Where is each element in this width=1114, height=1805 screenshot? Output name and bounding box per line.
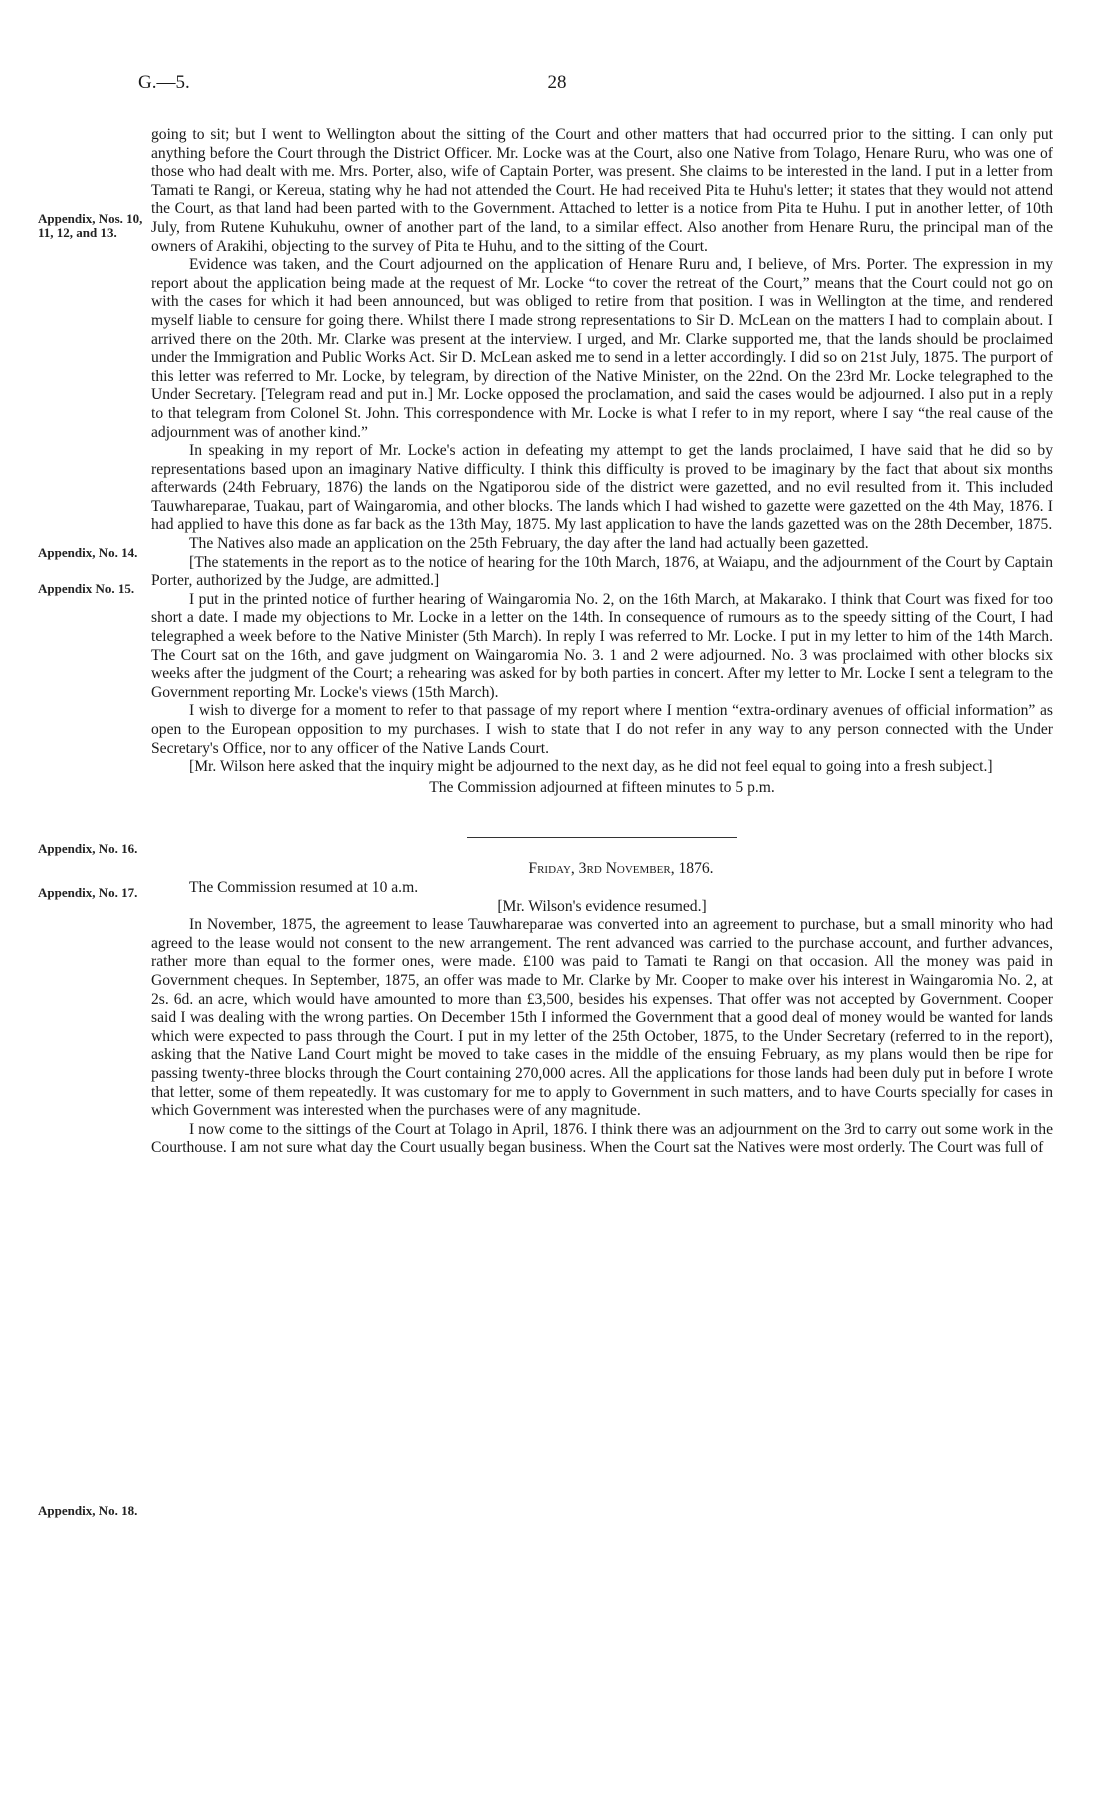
paragraph: The Natives also made an application on the 25th February, the day after the land had actually been gazetted. [189, 535, 869, 553]
commission-resumed: The Commission resumed at 10 a.m. [189, 878, 419, 896]
section-divider [467, 837, 737, 838]
margin-note: Appendix, No. 16. [38, 841, 138, 856]
paragraph: I wish to diverge for a moment to refer to that passage of my report where I mention “extra-ordinary avenues of official information” as open to the European opposition to my purchases. I wish to state that I do not refer in any way to any person connected with the Under Secretary's Office, nor to any officer of the Native Lands Court. [151, 702, 1053, 757]
paragraph: going to sit; but I went to Wellington about the sitting of the Court and other matters that had occurred prior to the sitting. I can only put anything before the Court through the District Officer. Mr. Locke was at the Court, also one Native from Tolago, Henare Ruru, who was one of those who had dealt with me. Mrs. Porter, also, wife of Captain Porter, was present. She claims to be interested in the land. I put in a letter from Tamati te Rangi, or Kereua, stating why he had not attended the Court. He had received Pita te Huhu's letter; it states that they would not attend the Court, as that land had been parted with to the Government. Attached to letter is a notice from Pita te Huhu. I put in another letter, of 10th July, from Rutene Kuhukuhu, owner of another part of the land, to a similar effect. Also another from Henare Ruru, the principal man of the owners of Arakihi, objecting to the survey of Pita te Huhu, and to the sitting of the Court. [151, 126, 1053, 255]
paragraph: In November, 1875, the agreement to lease Tauwhareparae was converted into an agreement to purchase, but a small minority who had agreed to the lease would not consent to the new arrangement. The rent advanced was carried to the purchase account, and further advances, rather more than equal to the former ones, were made. £100 was paid to Tamati te Rangi on that occasion. All the money was paid in Government cheques. In September, 1875, an offer was made to Mr. Clarke by Mr. Cooper to make over his interest in Waingaromia No. 2, at 2s. 6d. an acre, which would have amounted to more than £3,500, besides his expenses. That offer was not accepted by Government. Cooper said I was dealing with the wrong parties. On December 15th I informed the Government that a good deal of money would be wanted for lands which were expected to pass through the Court. I put in my letter of the 25th October, 1875, to the Under Secretary (referred to in the report), asking that the Native Land Court might be moved to take cases in the middle of the ensuing February, as my plans would then be ripe for passing twenty-three blocks through the Court containing 270,000 acres. All the applications for those lands had been duly put in before I wrote that letter, some of them repeatedly. It was customary for me to apply to Government in such matters, and to have Courts specially for cases in which Government was interested when the purchases were of any magnitude. [151, 916, 1053, 1120]
paragraph: [The statements in the report as to the notice of hearing for the 10th March, 1876, at Waiapu, and the adjournment of the Court by Captain Porter, authorized by the Judge, are admitted.] [151, 553, 1053, 590]
adjournment-note: The Commission adjourned at fifteen minutes to 5 p.m. [429, 778, 775, 796]
date-heading: Friday, 3rd November, 1876. [528, 860, 714, 878]
page-number: 28 [547, 72, 567, 93]
paragraph: In speaking in my report of Mr. Locke's action in defeating my attempt to get the lands proclaimed, I have said that he did so by representations based upon an imaginary Native difficulty. I think this difficulty is proved to be imaginary by the fact that about six months afterwards (24th February, 1876) the lands on the Ngatiporou side of the district were gazetted, and no evil resulted from it. This included Tauwhareparae, Tuakau, part of Waingaromia, and other blocks. The lands which I had wished to gazette were gazetted on the 4th May, 1876. I had applied to have this done as far back as the 13th May, 1875. My last application to have the lands gazetted was on the 28th December, 1875. [151, 442, 1053, 534]
margin-note: Appendix No. 15. [38, 581, 135, 596]
margin-note: Appendix, No. 18. [38, 1503, 138, 1518]
document-body [151, 126, 1053, 1158]
margin-note: Appendix, Nos. 10, 11, 12, and 13. [38, 211, 143, 240]
margin-note: Appendix, No. 17. [38, 885, 138, 900]
paragraph: [Mr. Wilson here asked that the inquiry might be adjourned to the next day, as he did not feel equal to going into a fresh subject.] [189, 758, 993, 776]
paragraph: I put in the printed notice of further hearing of Waingaromia No. 2, on the 16th March, at Makarako. I think that Court was fixed for too short a date. I made my objections to Mr. Locke in a letter on the 14th. In consequence of rumours as to the speedy sitting of the Court, I had telegraphed a week before to the Native Minister (5th March). In reply I was referred to Mr. Locke. I put in my letter to him of the 14th March. The Court sat on the 16th, and gave judgment on Waingaromia No. 3. 1 and 2 were adjourned. No. 3 was proclaimed with other blocks six weeks after the judgment of the Court; a rehearing was asked for by both parties in concert. After my letter to Mr. Locke I sent a telegram to the Government reporting Mr. Locke's views (15th March). [151, 590, 1053, 701]
document-reference: G.—5. [138, 72, 190, 93]
evidence-resumed: [Mr. Wilson's evidence resumed.] [497, 897, 707, 915]
margin-note: Appendix, No. 14. [38, 545, 138, 560]
page-header [0, 72, 1114, 102]
paragraph: Evidence was taken, and the Court adjourned on the application of Henare Ruru and, I believe, of Mrs. Porter. The expression in my report about the application being made at the request of Mr. Locke “to cover the retreat of the Court,” means that the Court could not go on with the cases for which it had been announced, but was obliged to retire from that position. I was in Wellington at the time, and rendered myself liable to censure for going there. Whilst there I made strong representations to Sir D. McLean on the matters I had to complain about. I arrived there on the 20th. Mr. Clarke was present at the interview. I urged, and Mr. Clarke supported me, that the lands should be proclaimed under the Immigration and Public Works Act. Sir D. McLean asked me to send in a letter accordingly. I did so on 21st July, 1875. The purport of this letter was referred to Mr. Locke, by telegram, by direction of the Native Minister, on the 22nd. On the 23rd Mr. Locke telegraphed to the Under Secretary. [Telegram read and put in.] Mr. Locke opposed the proclamation, and said the cases would be adjourned. I also put in a reply to that telegram from Colonel St. John. This correspondence with Mr. Locke is what I refer to in my report, where I say “the real cause of the adjournment was of another kind.” [151, 256, 1053, 441]
paragraph: I now come to the sittings of the Court at Tolago in April, 1876. I think there was an adjournment on the 3rd to carry out some work in the Courthouse. I am not sure what day the Court usually began business. When the Court sat the Natives were most orderly. The Court was full of [151, 1120, 1053, 1157]
